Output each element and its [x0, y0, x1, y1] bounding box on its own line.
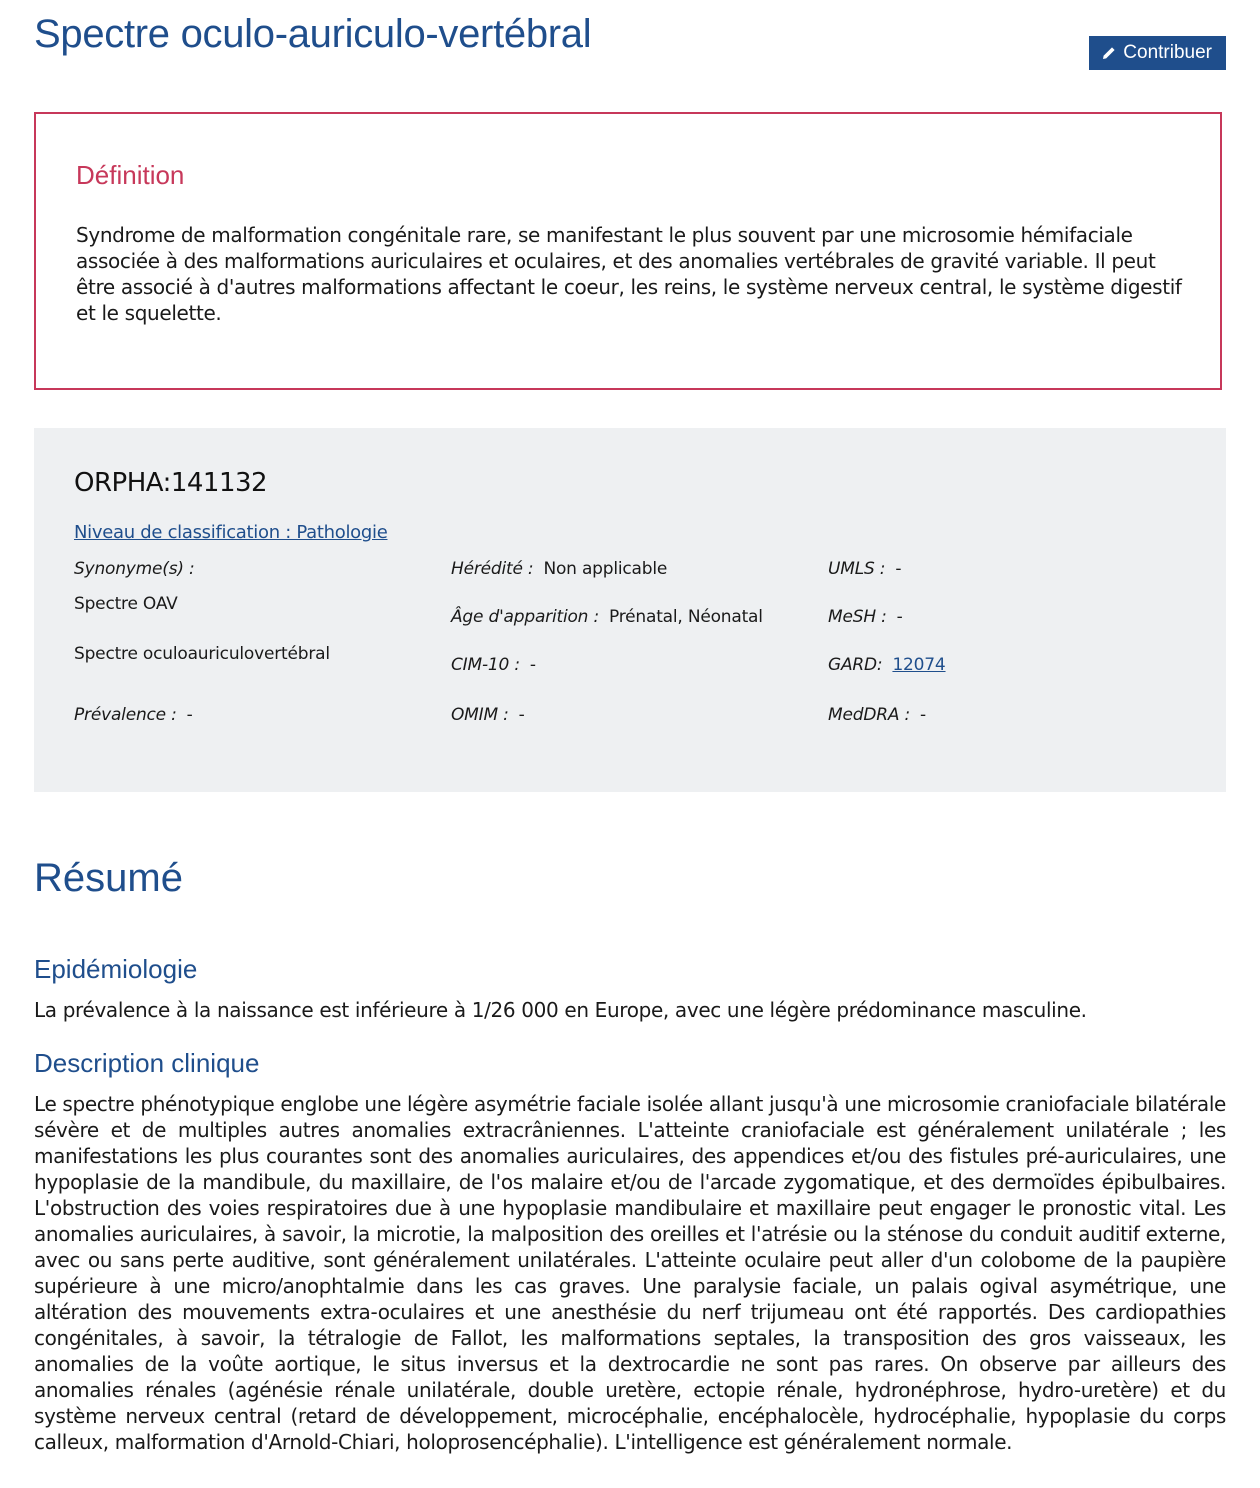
gard-link[interactable]: 12074	[892, 655, 946, 675]
definition-text: Syndrome de malformation congénitale rare, se manifestant le plus souvent par une microsomie hémifaciale associée à des malformations auriculaires et oculaires, et des anomalies vertébrales de gravité variable. Il peut être associé à d'autres malformations affectant le coeur, les reins, le système nerveux central, le système digestif et le squelette.	[76, 223, 1182, 325]
omim-value: -	[518, 705, 525, 725]
mesh-field	[828, 607, 903, 627]
definition-title: Définition	[76, 160, 185, 190]
umls-field	[828, 559, 901, 579]
prevalence-value: -	[186, 705, 193, 725]
onset-field	[451, 607, 763, 627]
gard-field	[828, 655, 946, 675]
umls-label: UMLS :	[828, 559, 886, 579]
onset-value: Prénatal, Néonatal	[608, 607, 763, 627]
epidemiology-text: La prévalence à la naissance est inférieure à 1/26 000 en Europe, avec une légère prédominance masculine.	[34, 998, 1087, 1022]
clinical-description-text: Le spectre phénotypique englobe une légère asymétrie faciale isolée allant jusqu'à une microsomie craniofaciale bilatérale sévère et de multiples autres anomalies extracrâniennes. L'atteinte craniofaciale est généralement unilatérale ; les manifestations les plus courantes sont des anomalies auriculaires, des appendices et/ou des fistules pré-auriculaires, une hypoplasie de la mandibule, du maxillaire, de l'os malaire et/ou de l'arcade zygomatique, et des dermoïdes épibulbaires. L'obstruction des voies respiratoires due à une hypoplasie mandibulaire et maxillaire peut engager le pronostic vital. Les anomalies auriculaires, à savoir, la microtie, la malposition des oreilles et l'atrésie ou la sténose du conduit auditif externe, avec ou sans perte auditive, sont généralement unilatérales. L'atteinte oculaire peut aller d'un colobome de la paupière supérieure à une micro/anophtalmie dans les cas graves. Une paralysie faciale, un palais ogival asymétrique, une altération des mouvements extra-oculaires et une anesthésie du nerf trijumeau ont été rapportés. Des cardiopathies congénitales, à savoir, la tétralogie de Fallot, les malformations septales, la transposition des gros vaisseaux, les anomalies de la voûte aortique, le situs inversus et la dextrocardie ne sont pas rares. On observe par ailleurs des anomalies rénales (agénésie rénale unilatérale, double uretère, ectopie rénale, hydronéphrose, hydro-uretère) et du système nerveux central (retard de développement, microcéphalie, encéphalocèle, hydrocéphalie, hypoplasie du corps calleux, malformation d'Arnold-Chiari, holoprosencéphalie). L'intelligence est généralement normale.	[34, 1092, 1226, 1454]
onset-label: Âge d'apparition :	[451, 607, 599, 627]
omim-label: OMIM :	[451, 705, 509, 725]
synonyms-label: Synonyme(s) :	[74, 559, 195, 579]
classification-link[interactable]: Niveau de classification : Pathologie	[74, 522, 388, 543]
umls-value: -	[895, 559, 902, 579]
heredity-label: Hérédité :	[451, 559, 534, 579]
epidemiology-title: Epidémiologie	[34, 954, 198, 984]
synonym-item: Spectre OAV	[74, 594, 178, 614]
contribute-button[interactable]	[1089, 36, 1226, 70]
meddra-label: MedDRA :	[828, 705, 910, 725]
clinical-description-title: Description clinique	[34, 1048, 260, 1078]
omim-field	[451, 705, 525, 725]
mesh-value: -	[896, 607, 903, 627]
synonyms-label-row	[74, 559, 205, 579]
gard-label: GARD:	[828, 655, 883, 675]
orpha-code: ORPHA:141132	[74, 468, 268, 498]
prevalence-field	[74, 705, 193, 725]
prevalence-label: Prévalence :	[74, 705, 177, 725]
definition-box	[34, 112, 1222, 390]
pencil-icon	[1101, 45, 1117, 61]
meddra-field	[828, 705, 926, 725]
icd10-label: CIM-10 :	[451, 655, 520, 675]
synonym-item: Spectre oculoauriculovertébral	[74, 644, 330, 664]
summary-title: Résumé	[34, 856, 183, 900]
page-title: Spectre oculo-auriculo-vertébral	[34, 12, 592, 56]
mesh-label: MeSH :	[828, 607, 887, 627]
icd10-field	[451, 655, 536, 675]
meddra-value: -	[919, 705, 926, 725]
info-panel	[34, 428, 1226, 792]
heredity-value: Non applicable	[543, 559, 668, 579]
icd10-value: -	[529, 655, 536, 675]
heredity-field	[451, 559, 667, 579]
contribute-label: Contribuer	[1123, 42, 1212, 63]
